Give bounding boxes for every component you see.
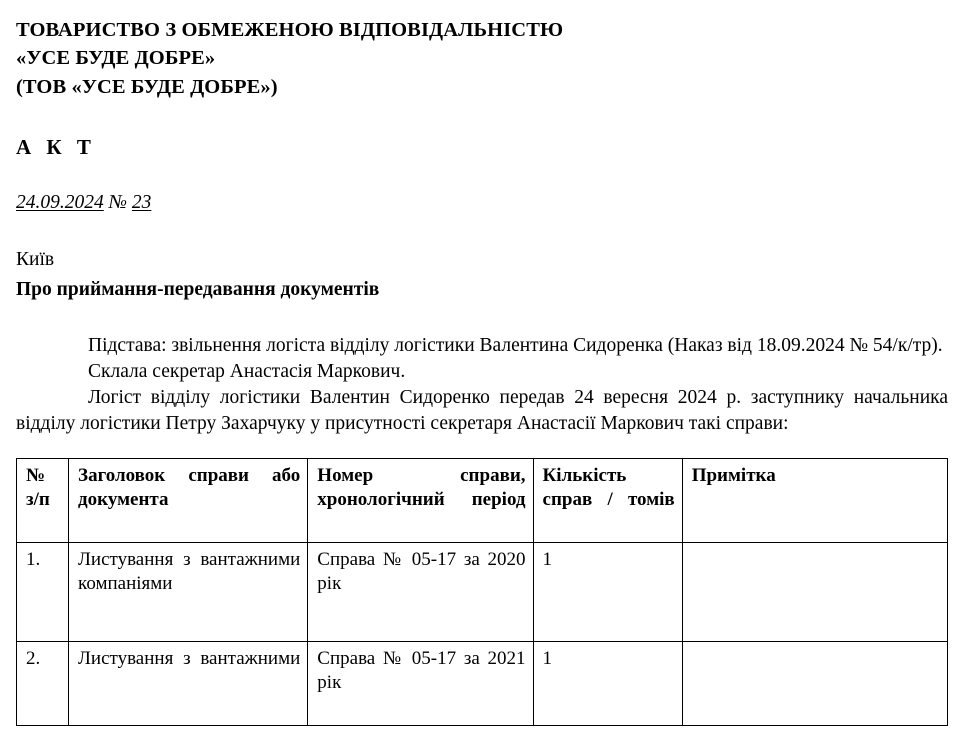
cell-case-number — [308, 641, 533, 725]
document-date: 24.09.2024 — [16, 191, 104, 213]
cell-case-number-text: Справа № 05-17 за 2020 рік — [317, 548, 526, 594]
column-header-note — [682, 458, 947, 542]
document-body — [16, 333, 948, 436]
cell-ordinal: 2. — [17, 641, 69, 725]
column-header-ordinal-line1: № — [26, 464, 46, 486]
organization-name-line-1: ТОВАРИСТВО З ОБМЕЖЕНОЮ ВІДПОВІДАЛЬНІСТЮ — [16, 19, 564, 41]
organization-letterhead — [16, 16, 948, 101]
table-row — [17, 542, 948, 641]
cell-title-text: Листування з вантажними компаніями — [78, 548, 301, 594]
cell-title-text: Листування з вантажними — [78, 647, 301, 669]
cell-quantity: 1 — [533, 542, 682, 641]
column-header-case-number-text: Номер справи, хронологічний період — [317, 464, 526, 510]
document-date-and-number — [16, 192, 948, 214]
cell-note — [682, 641, 947, 725]
cell-case-number — [308, 542, 533, 641]
files-table-body — [17, 542, 948, 725]
cell-case-number-text: Справа № 05-17 за 2021 рік — [317, 647, 526, 693]
column-header-case-number — [308, 458, 533, 542]
table-header-row — [17, 458, 948, 542]
document-place: Київ — [16, 248, 55, 270]
column-header-ordinal — [17, 458, 69, 542]
body-paragraph-compiler: Склала секретар Анастасія Маркович. — [88, 360, 406, 382]
cell-title — [69, 542, 308, 641]
number-sign: № — [108, 191, 128, 213]
organization-short-name-line: (ТОВ «УСЕ БУДЕ ДОБРЕ») — [16, 75, 278, 98]
document-subject: Про приймання-передавання документів — [16, 279, 380, 301]
column-header-ordinal-line2: з/п — [26, 488, 50, 510]
files-table-wrapper — [16, 458, 948, 726]
document-kind-heading: А К Т — [16, 134, 96, 159]
cell-title — [69, 641, 308, 725]
column-header-title — [69, 458, 308, 542]
column-header-quantity-text: Кількість справ / томів — [542, 464, 675, 510]
column-header-note-text: Примітка — [691, 464, 776, 486]
cell-note — [682, 542, 947, 641]
table-row — [17, 641, 948, 725]
files-table — [16, 458, 948, 726]
column-header-title-text: Заголовок справи або документа — [78, 464, 301, 510]
body-paragraph-transfer: Логіст відділу логістики Валентин Сидоренко передав 24 вересня 2024 р. заступнику начальника відділу логістики Петру Захарчуку у присутності секретаря Анастасії Маркович такі справи: — [16, 387, 948, 434]
document-number: 23 — [131, 191, 152, 213]
files-table-head — [17, 458, 948, 542]
cell-ordinal: 1. — [17, 542, 69, 641]
body-paragraph-basis: Підстава: звільнення логіста відділу логістики Валентина Сидоренка (Наказ від 18.09.2024 № 54/к/тр). — [88, 334, 943, 356]
organization-name-line-2: «УСЕ БУДЕ ДОБРЕ» — [16, 47, 216, 70]
cell-quantity: 1 — [533, 641, 682, 725]
column-header-quantity — [533, 458, 682, 542]
